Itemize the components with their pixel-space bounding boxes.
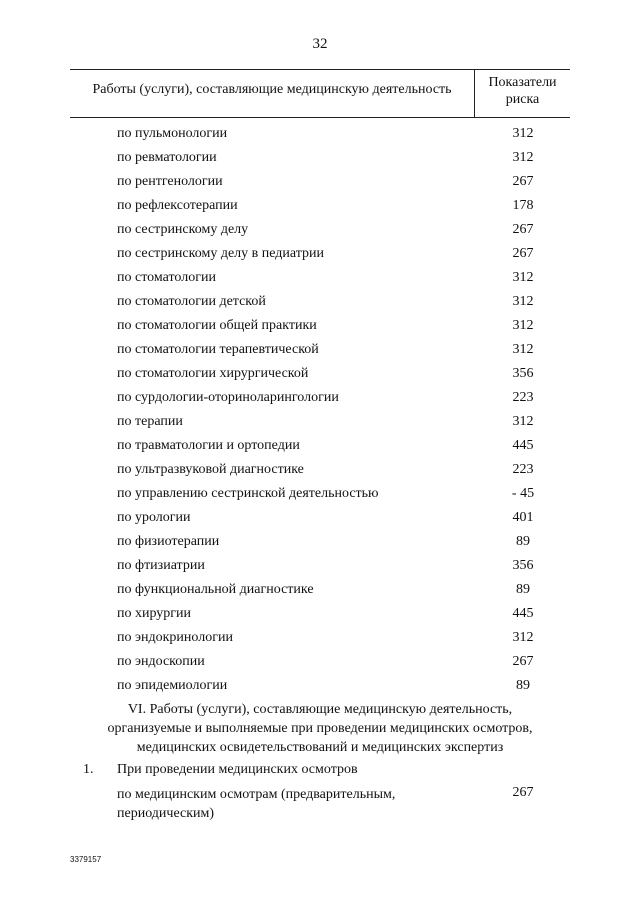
- table-row: [0, 194, 640, 218]
- table-row: [0, 170, 640, 194]
- row-risk-value: 89: [516, 678, 530, 693]
- row-risk-value: - 45: [511, 486, 535, 501]
- section-title-line: организуемые и выполняемые при проведении медицинских осмотров,: [107, 721, 533, 736]
- header-work-column: Работы (услуги), составляющие медицинскую деятельность: [92, 82, 452, 97]
- row-risk-value: 267: [512, 654, 534, 669]
- page-number: 32: [312, 36, 328, 52]
- table-row: [0, 122, 640, 146]
- table-row: [0, 410, 640, 434]
- last-row-value: 267: [512, 785, 534, 800]
- table-row: [0, 242, 640, 266]
- header-risk-column: Показатели риска: [488, 75, 557, 107]
- header-top-rule: [70, 69, 570, 70]
- row-name: по травматологии и ортопедии: [117, 438, 300, 453]
- section-title-line: медицинских освидетельствований и медицинских экспертиз: [136, 740, 504, 755]
- table-row: [0, 218, 640, 242]
- row-risk-value: 312: [512, 414, 534, 429]
- row-name: по сестринскому делу в педиатрии: [117, 246, 325, 261]
- row-risk-value: 312: [512, 318, 534, 333]
- section-title: [70, 700, 570, 757]
- table-row: [0, 626, 640, 650]
- row-risk-value: 356: [512, 366, 534, 381]
- table-row: [0, 434, 640, 458]
- row-risk-value: 89: [516, 582, 530, 597]
- row-name: по эндокринологии: [117, 630, 233, 645]
- row-name: по пульмонологии: [117, 126, 228, 141]
- row-risk-value: 445: [512, 606, 534, 621]
- table-row: [0, 554, 640, 578]
- table-row: [0, 650, 640, 674]
- subsection-title: При проведении медицинских осмотров: [117, 762, 358, 777]
- row-name: по стоматологии терапевтической: [117, 342, 319, 357]
- row-name: по физиотерапии: [117, 534, 220, 549]
- table-row: [0, 266, 640, 290]
- row-name: по фтизиатрии: [117, 558, 205, 573]
- section-title-line: VI. Работы (услуги), составляющие медицинскую деятельность,: [127, 702, 513, 717]
- row-name: по управлению сестринской деятельностью: [117, 486, 379, 501]
- row-name: по эпидемиологии: [117, 678, 228, 693]
- table-row: [0, 362, 640, 386]
- table-row: [0, 530, 640, 554]
- table-row: [0, 578, 640, 602]
- row-risk-value: 178: [512, 198, 534, 213]
- row-name: по стоматологии детской: [117, 294, 266, 309]
- table-row: [0, 314, 640, 338]
- header-bottom-rule: [70, 117, 570, 118]
- row-risk-value: 312: [512, 342, 534, 357]
- table-row: [0, 290, 640, 314]
- row-risk-value: 445: [512, 438, 534, 453]
- row-name: по эндоскопии: [117, 654, 205, 669]
- table-body: [0, 122, 640, 698]
- row-name: по рефлексотерапии: [117, 198, 238, 213]
- table-row: [0, 482, 640, 506]
- row-name: по функциональной диагностике: [117, 582, 314, 597]
- table-row: [0, 674, 640, 698]
- row-risk-value: 312: [512, 630, 534, 645]
- row-risk-value: 223: [512, 390, 534, 405]
- row-name: по рентгенологии: [117, 174, 223, 189]
- row-risk-value: 312: [512, 150, 534, 165]
- table-row: [0, 386, 640, 410]
- row-name: по урологии: [117, 510, 191, 525]
- table-row: [0, 458, 640, 482]
- table-row: [0, 602, 640, 626]
- subsection-number: 1.: [83, 762, 94, 777]
- row-name: по сурдологии-оториноларингологии: [117, 390, 339, 405]
- row-risk-value: 312: [512, 294, 534, 309]
- row-name: по ревматологии: [117, 150, 217, 165]
- row-name: по терапии: [117, 414, 183, 429]
- row-name: по стоматологии хирургической: [117, 366, 309, 381]
- row-risk-value: 267: [512, 174, 534, 189]
- last-row-line: периодическим): [117, 806, 215, 821]
- document-id: 3379157: [70, 855, 102, 864]
- last-row-line: по медицинским осмотрам (предварительным,: [117, 787, 396, 802]
- row-risk-value: 356: [512, 558, 534, 573]
- row-risk-value: 312: [512, 270, 534, 285]
- row-name: по хирургии: [117, 606, 192, 621]
- table-row: [0, 146, 640, 170]
- row-risk-value: 312: [512, 126, 534, 141]
- table-row: [0, 338, 640, 362]
- row-name: по стоматологии: [117, 270, 216, 285]
- row-risk-value: 267: [512, 246, 534, 261]
- row-risk-value: 401: [512, 510, 534, 525]
- last-row-name: [117, 785, 447, 823]
- row-name: по сестринскому делу: [117, 222, 249, 237]
- row-name: по ультразвуковой диагностике: [117, 462, 304, 477]
- row-risk-value: 89: [516, 534, 530, 549]
- row-risk-value: 267: [512, 222, 534, 237]
- row-risk-value: 223: [512, 462, 534, 477]
- row-name: по стоматологии общей практики: [117, 318, 317, 333]
- table-row: [0, 506, 640, 530]
